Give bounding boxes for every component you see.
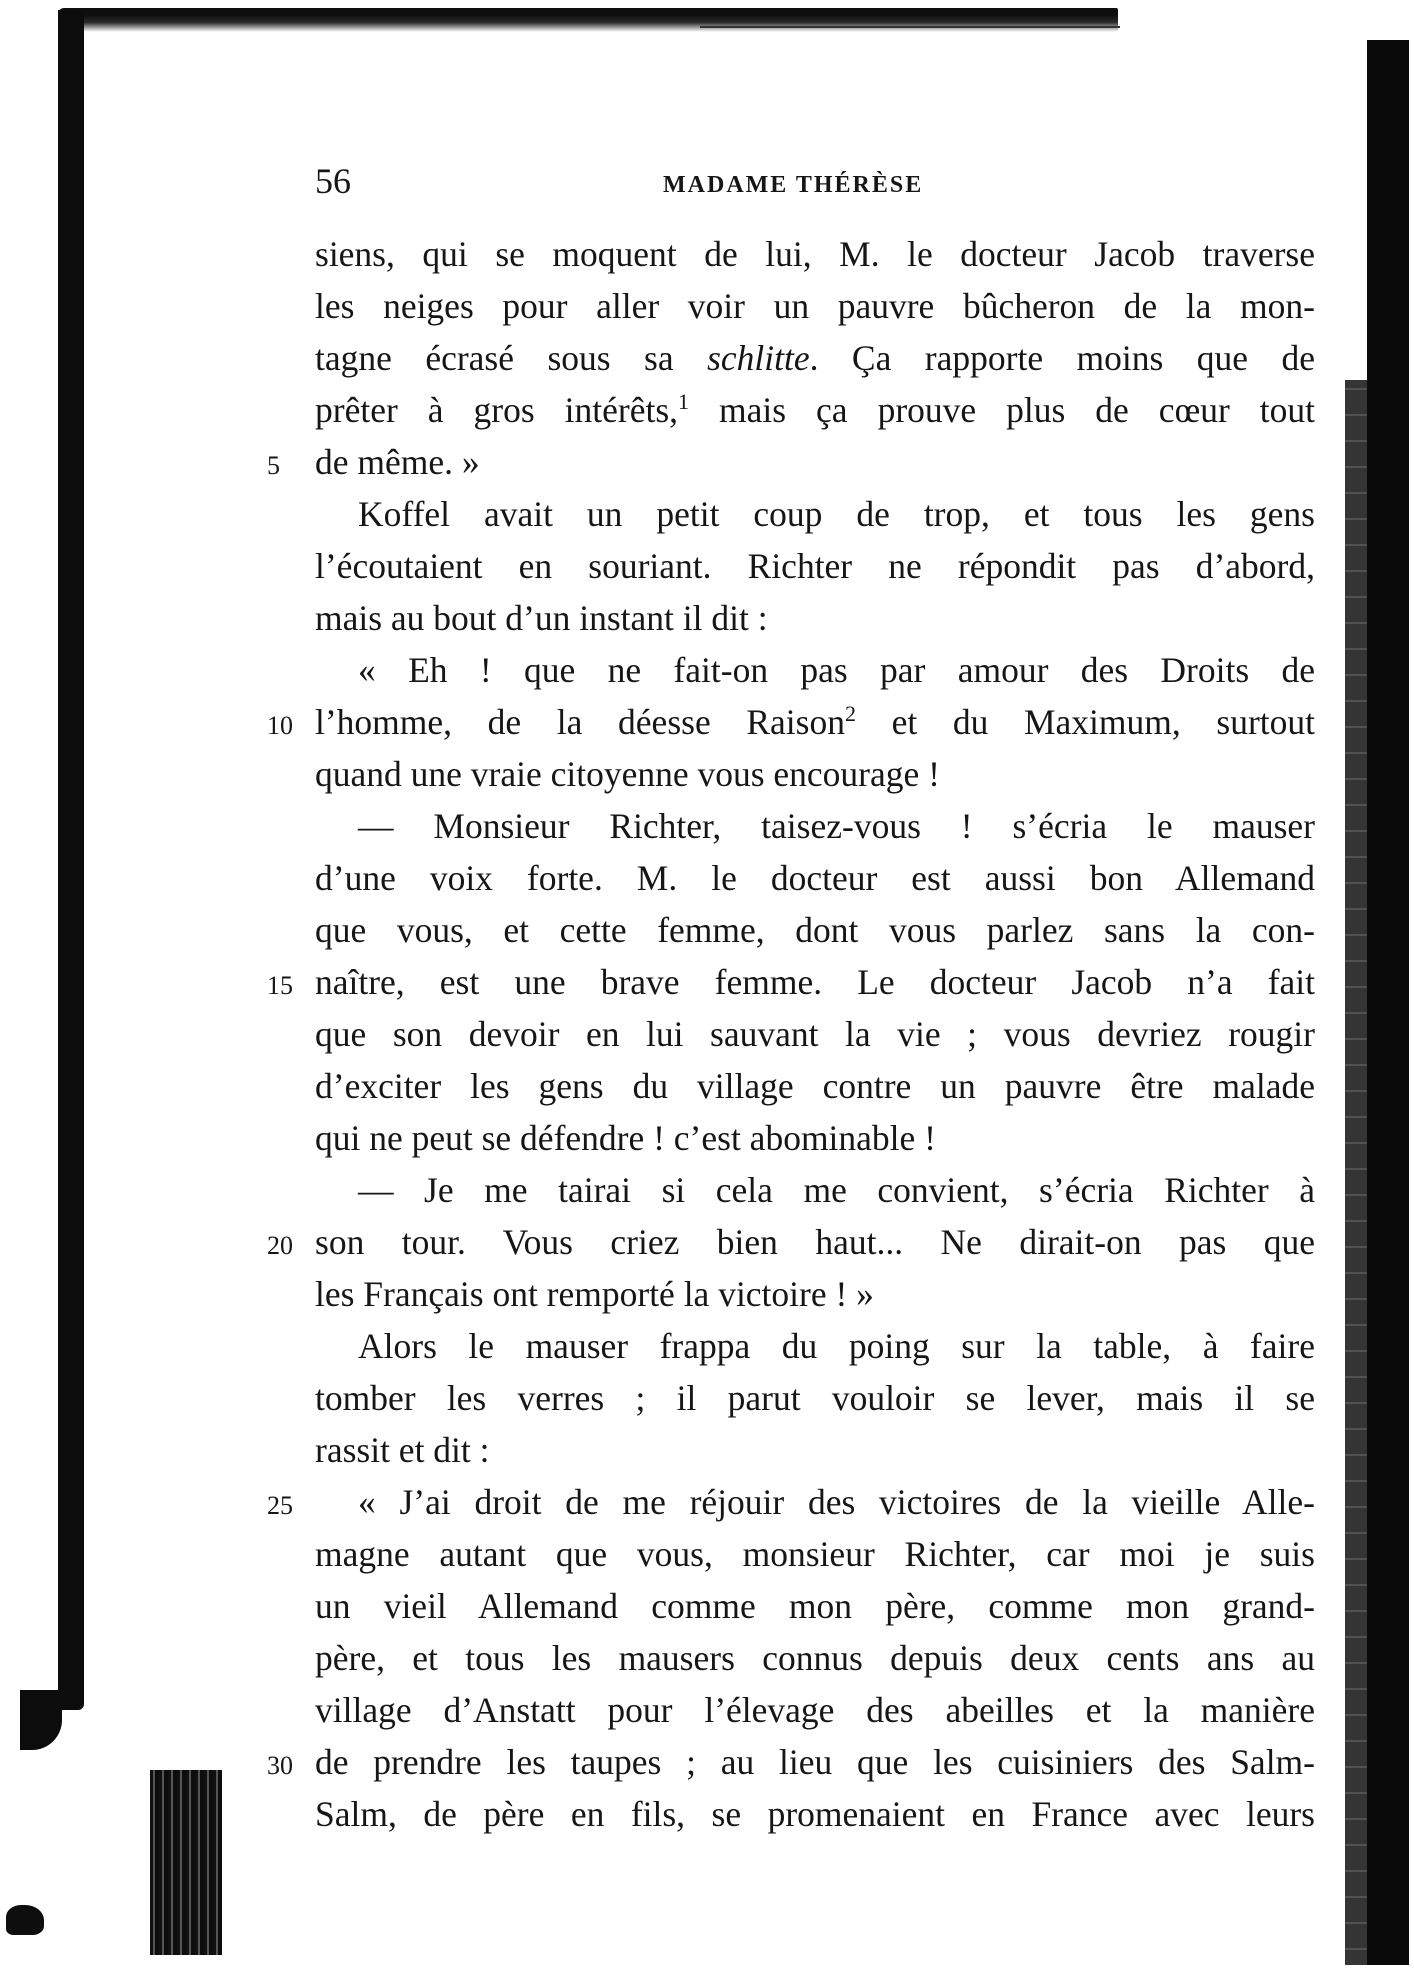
text-line <box>315 748 1315 800</box>
scan-border-notch <box>20 1690 62 1750</box>
running-title: MADAME THÉRÈSE <box>663 172 924 198</box>
text-line <box>315 384 1315 436</box>
text-segment: prêter à gros intérêts, <box>315 390 679 430</box>
text-segment: tomber les verres ; il parut vouloir se lever, mais il se <box>315 1378 1315 1418</box>
line-number: 30 <box>267 1751 293 1780</box>
footnote-ref: 2 <box>844 701 856 727</box>
text-segment: naître, est une brave femme. Le docteur Jacob n’a fait <box>315 962 1315 1002</box>
text-segment: . Ça rapporte moins que de <box>809 338 1315 378</box>
text-line <box>267 1476 1315 1528</box>
text-line <box>267 436 1315 488</box>
text-line <box>315 1632 1315 1684</box>
scan-border-left <box>58 10 84 1710</box>
page-header <box>315 160 1315 210</box>
text-line <box>267 1736 1315 1788</box>
text-segment: l’homme, de la déesse Raison <box>315 702 845 742</box>
text-line <box>315 852 1315 904</box>
scan-border-top <box>58 8 1118 32</box>
text-segment: qui ne peut se défendre ! c’est abominable ! <box>315 1118 936 1158</box>
text-segment: son tour. Vous criez bien haut... Ne dirait-on pas que <box>315 1222 1315 1262</box>
text-segment: Salm, de père en fils, se promenaient en France avec leurs <box>315 1794 1315 1834</box>
text-segment: — Monsieur Richter, taisez-vous ! s’écria le mauser <box>358 806 1315 846</box>
scan-ink-mark <box>6 1905 44 1935</box>
text-segment: schlitte <box>707 338 810 378</box>
text-segment: « Eh ! que ne fait-on pas par amour des Droits de <box>358 650 1315 690</box>
text-segment: les Français ont remporté la victoire ! » <box>315 1274 874 1314</box>
line-number: 25 <box>267 1491 293 1520</box>
text-line <box>315 592 1315 644</box>
text-line <box>315 488 1315 540</box>
text-line <box>315 1424 1315 1476</box>
text-line <box>315 904 1315 956</box>
text-line <box>315 1268 1315 1320</box>
text-line <box>315 332 1315 384</box>
text-segment: de même. » <box>315 442 480 482</box>
text-segment: Koffel avait un petit coup de trop, et tous les gens <box>358 494 1315 534</box>
text-segment: que son devoir en lui sauvant la vie ; vous devriez rougir <box>315 1014 1315 1054</box>
text-segment: un vieil Allemand comme mon père, comme mon grand- <box>315 1586 1315 1626</box>
text-line <box>267 696 1315 748</box>
text-segment: quand une vraie citoyenne vous encourage ! <box>315 754 940 794</box>
text-line <box>315 1320 1315 1372</box>
text-line <box>315 228 1315 280</box>
text-line <box>315 1788 1315 1840</box>
text-segment: rassit et dit : <box>315 1430 490 1470</box>
text-segment: d’une voix forte. M. le docteur est aussi bon Allemand <box>315 858 1315 898</box>
text-line <box>315 1112 1315 1164</box>
text-line <box>315 280 1315 332</box>
text-segment: les neiges pour aller voir un pauvre bûcheron de la mon- <box>315 286 1315 326</box>
line-number: 10 <box>267 711 293 740</box>
line-number: 15 <box>267 971 293 1000</box>
text-line <box>315 800 1315 852</box>
text-segment: siens, qui se moquent de lui, M. le docteur Jacob traverse <box>315 234 1315 274</box>
text-line <box>315 1528 1315 1580</box>
text-line <box>315 1372 1315 1424</box>
text-segment: magne autant que vous, monsieur Richter, car moi je suis <box>315 1534 1315 1574</box>
text-line <box>315 1008 1315 1060</box>
text-segment: mais au bout d’un instant il dit : <box>315 598 768 638</box>
text-line <box>315 1060 1315 1112</box>
text-line <box>315 540 1315 592</box>
scan-border-right <box>1367 40 1409 1965</box>
text-line <box>315 1164 1315 1216</box>
footnote-ref: 1 <box>678 389 690 415</box>
text-line <box>315 1684 1315 1736</box>
text-segment: et du Maximum, surtout <box>855 702 1315 742</box>
text-line <box>267 956 1315 1008</box>
page-number: 56 <box>315 161 351 201</box>
text-segment: mais ça prouve plus de cœur tout <box>689 390 1315 430</box>
text-line <box>267 1216 1315 1268</box>
text-line <box>315 644 1315 696</box>
text-segment: père, et tous les mausers connus depuis deux cents ans au <box>315 1638 1315 1678</box>
scan-ink-blot <box>150 1770 222 1955</box>
text-segment: « J’ai droit de me réjouir des victoires de la vieille Alle- <box>358 1482 1315 1522</box>
scan-border-line <box>700 26 1120 28</box>
text-segment: — Je me tairai si cela me convient, s’écria Richter à <box>358 1170 1315 1210</box>
text-segment: de prendre les taupes ; au lieu que les cuisiniers des Salm- <box>315 1742 1315 1782</box>
text-segment: tagne écrasé sous sa <box>315 338 708 378</box>
text-segment: d’exciter les gens du village contre un pauvre être malade <box>315 1066 1315 1106</box>
line-number: 20 <box>267 1231 293 1260</box>
text-segment: Alors le mauser frappa du poing sur la table, à faire <box>358 1326 1315 1366</box>
text-segment: village d’Anstatt pour l’élevage des abeilles et la manière <box>315 1690 1315 1730</box>
text-line <box>315 1580 1315 1632</box>
text-segment: que vous, et cette femme, dont vous parlez sans la con- <box>315 910 1315 950</box>
line-number: 5 <box>267 451 280 480</box>
scan-border-right-edge <box>1345 380 1367 1965</box>
text-segment: l’écoutaient en souriant. Richter ne répondit pas d’abord, <box>315 546 1315 586</box>
